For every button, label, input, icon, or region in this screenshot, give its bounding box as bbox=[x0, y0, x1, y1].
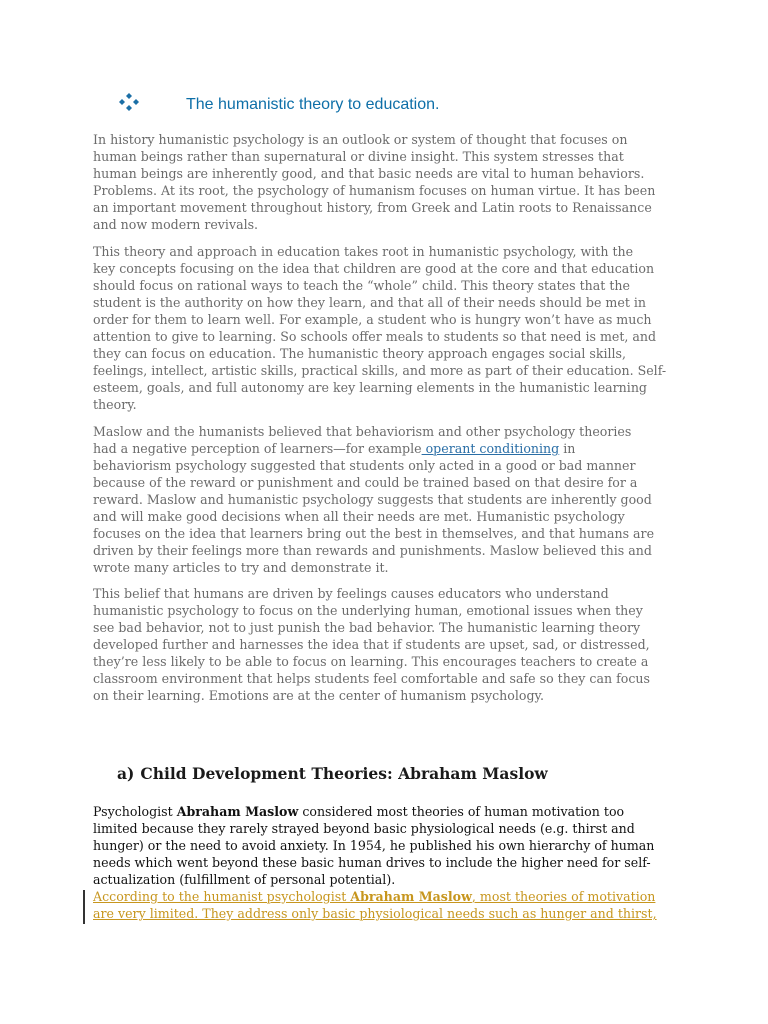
text-line: needs which went beyond these basic human drives to include the higher need for self- bbox=[93, 855, 651, 870]
text-line bbox=[93, 440, 678, 457]
text-line: This theory and approach in education takes root in humanistic psychology, with the bbox=[93, 244, 634, 259]
text-line: human beings are inherently good, and that basic needs are vital to human behaviors. bbox=[93, 166, 645, 181]
text-line: see bad behavior, not to just punish the bad behavior. The humanistic learning theory bbox=[93, 620, 641, 635]
text-line: limited because they rarely strayed beyond basic physiological needs (e.g. thirst and bbox=[93, 821, 635, 836]
paragraph-history bbox=[93, 131, 678, 233]
text-line: actualization (fulfillment of personal potential). bbox=[93, 872, 396, 887]
text-line: are very limited. They address only basic physiological needs such as hunger and thirst, bbox=[93, 906, 657, 921]
text-span: , most theories of motivation bbox=[471, 889, 656, 904]
text-line: student is the authority on how they learn, and that all of their needs should be met in bbox=[93, 295, 647, 310]
text-span: Psychologist bbox=[93, 804, 177, 819]
paragraph-maslow-behaviorism bbox=[93, 423, 678, 576]
text-span: in bbox=[559, 441, 576, 456]
text-span: had a negative perception of learners—for example bbox=[93, 441, 422, 456]
text-line: Problems. At its root, the psychology of humanism focuses on human virtue. It has been bbox=[93, 183, 656, 198]
section-heading bbox=[118, 92, 718, 116]
text-line: attention to give to learning. So schools offer meals to students so that need is met, and bbox=[93, 329, 657, 344]
bold-name: Abraham Maslow bbox=[350, 889, 472, 904]
subsection-title: Child Development Theories: Abraham Maslow bbox=[140, 764, 548, 783]
text-line: and will make good decisions when all their needs are met. Humanistic psychology bbox=[93, 509, 625, 524]
text-line: In history humanistic psychology is an outlook or system of thought that focuses on bbox=[93, 132, 628, 147]
text-line: they’re less likely to be able to focus on learning. This encourages teachers to create a bbox=[93, 654, 649, 669]
paragraph-feelings bbox=[93, 585, 678, 704]
bold-name: Abraham Maslow bbox=[176, 804, 299, 819]
text-line: Maslow and the humanists believed that behaviorism and other psychology theories bbox=[93, 424, 632, 439]
text-line: key concepts focusing on the idea that children are good at the core and that education bbox=[93, 261, 655, 276]
text-line: human beings rather than supernatural or divine insight. This system stresses that bbox=[93, 149, 624, 164]
text-span: considered most theories of human motivation too bbox=[298, 804, 625, 819]
text-line: theory. bbox=[93, 397, 137, 412]
paragraph-maslow-hierarchy bbox=[93, 803, 683, 888]
text-line: classroom environment that helps students feel comfortable and safe so they can focus bbox=[93, 671, 650, 686]
text-line bbox=[93, 803, 683, 820]
text-line: driven by their feelings more than rewards and punishments. Maslow believed this and bbox=[93, 543, 652, 558]
subsection-heading bbox=[117, 764, 548, 783]
revision-change-bar bbox=[83, 890, 85, 924]
paragraph-theory-approach bbox=[93, 243, 678, 413]
text-line: wrote many articles to try and demonstrate it. bbox=[93, 560, 389, 575]
text-line: and now modern revivals. bbox=[93, 217, 259, 232]
text-line: because of the reward or punishment and could be trained based on that desire for a bbox=[93, 475, 638, 490]
text-span: According to the humanist psychologist bbox=[93, 889, 351, 904]
page-title: The humanistic theory to education. bbox=[186, 96, 440, 113]
text-line: esteem, goals, and full autonomy are key learning elements in the humanistic learning bbox=[93, 380, 647, 395]
text-line: they can focus on education. The humanistic theory approach engages social skills, bbox=[93, 346, 627, 361]
text-line: should focus on rational ways to teach the “whole” child. This theory states that the bbox=[93, 278, 630, 293]
text-line: order for them to learn well. For example, a student who is hungry won’t have as much bbox=[93, 312, 652, 327]
text-line: developed further and harnesses the idea that if students are upset, sad, or distressed, bbox=[93, 637, 650, 652]
list-marker: a) bbox=[117, 764, 135, 783]
operant-conditioning-link[interactable]: operant conditioning bbox=[421, 441, 560, 456]
text-line: humanistic psychology to focus on the underlying human, emotional issues when they bbox=[93, 603, 643, 618]
text-line: on their learning. Emotions are at the center of humanism psychology. bbox=[93, 688, 544, 703]
text-line: feelings, intellect, artistic skills, practical skills, and more as part of their education. Self- bbox=[93, 363, 667, 378]
text-line: an important movement throughout history, from Greek and Latin roots to Renaissance bbox=[93, 200, 652, 215]
paragraph-tracked-insertion bbox=[93, 888, 683, 922]
text-line: behaviorism psychology suggested that students only acted in a good or bad manner bbox=[93, 458, 636, 473]
text-line bbox=[93, 888, 683, 905]
text-line: focuses on the idea that learners bring out the best in themselves, and that humans are bbox=[93, 526, 655, 541]
four-diamonds-bullet-icon bbox=[118, 92, 140, 112]
text-line: reward. Maslow and humanistic psychology suggests that students are inherently good bbox=[93, 492, 652, 507]
text-line: This belief that humans are driven by feelings causes educators who understand bbox=[93, 586, 609, 601]
text-line: hunger) or the need to avoid anxiety. In 1954, he published his own hierarchy of human bbox=[93, 838, 655, 853]
